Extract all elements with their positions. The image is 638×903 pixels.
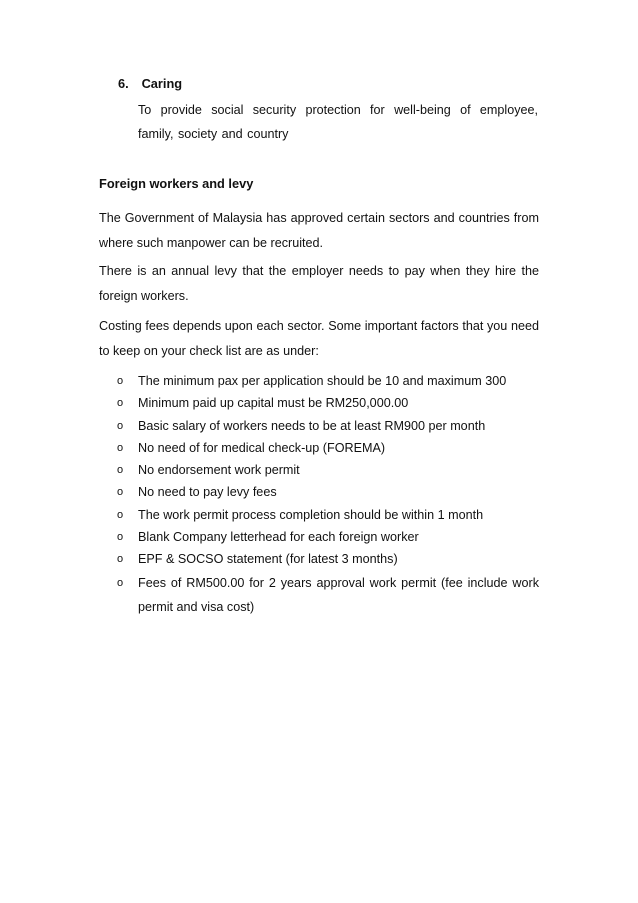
bullet-icon: o — [117, 464, 124, 477]
bullet-icon: o — [117, 375, 124, 387]
paragraph-costing-fees: Costing fees depends upon each sector. Some important factors that you need to keep on your check list are as under: — [99, 319, 539, 358]
bullet-icon: o — [117, 576, 124, 589]
list-item-text: The work permit process completion should be within 1 month — [138, 507, 484, 522]
list-item-text: Minimum paid up capital must be RM250,000.00 — [138, 396, 409, 411]
caring-description: To provide social security protection for well-being of employee, family, society and country — [138, 103, 538, 141]
list-item — [99, 571, 539, 619]
list-item — [99, 415, 539, 437]
list-item-text: No need of for medical check-up (FOREMA) — [138, 440, 386, 455]
list-item-text: No need to pay levy fees — [138, 485, 277, 500]
list-item — [99, 459, 539, 481]
list-item-text: Basic salary of workers needs to be at least RM900 per month — [138, 418, 486, 433]
list-item — [99, 481, 539, 503]
list-item — [99, 548, 539, 570]
paragraph-sectors: The Government of Malaysia has approved certain sectors and countries from where such manpower can be recruited. — [99, 211, 539, 250]
list-item — [99, 392, 539, 414]
list-item-text: No endorsement work permit — [138, 463, 300, 478]
list-item — [99, 437, 539, 459]
bullet-icon: o — [117, 486, 124, 499]
foreign-workers-heading: Foreign workers and levy — [99, 176, 254, 191]
list-item-text: Blank Company letterhead for each foreign worker — [138, 530, 419, 545]
caring-title: Caring — [141, 76, 183, 91]
list-item-text: Fees of RM500.00 for 2 years approval work permit (fee include work permit and visa cost) — [138, 575, 539, 614]
caring-number: 6. — [118, 76, 129, 91]
list-item — [99, 370, 539, 392]
bullet-icon: o — [117, 397, 124, 410]
bullet-icon: o — [117, 531, 124, 544]
bullet-icon: o — [117, 419, 124, 432]
bullet-icon: o — [117, 441, 124, 454]
list-item — [99, 504, 539, 526]
paragraph-annual-levy: There is an annual levy that the employer needs to pay when they hire the foreign workers. — [99, 264, 539, 303]
checklist — [99, 370, 539, 619]
caring-heading — [118, 76, 182, 91]
list-item-text: EPF & SOCSO statement (for latest 3 months) — [138, 552, 398, 567]
bullet-icon: o — [117, 508, 124, 521]
list-item — [99, 526, 539, 548]
list-item-text: The minimum pax per application should be 10 and maximum 300 — [138, 374, 507, 388]
bullet-icon: o — [117, 553, 124, 566]
